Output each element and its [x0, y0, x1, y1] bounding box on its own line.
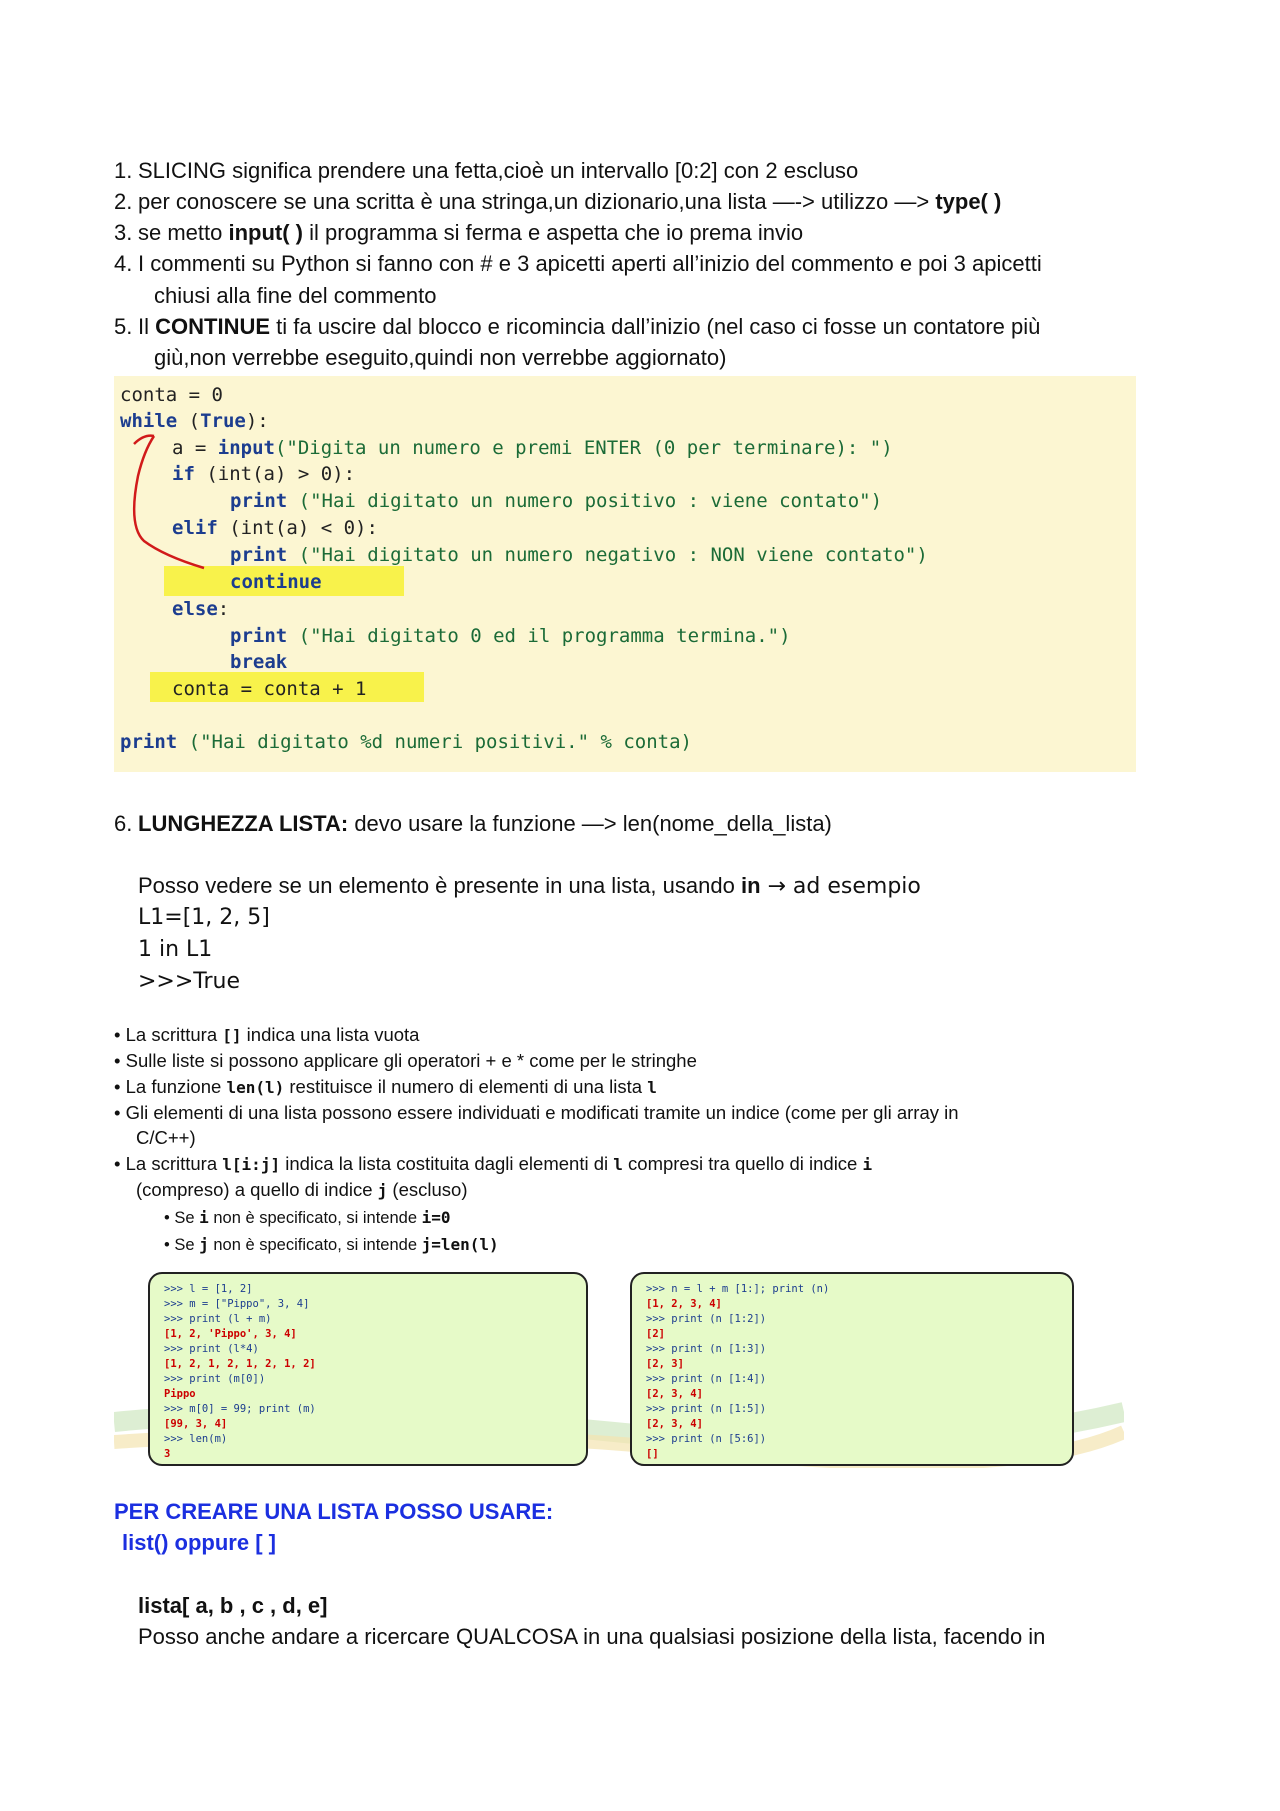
slide-bullet-1: • La scrittura [] indica una lista vuota [114, 1024, 420, 1045]
code-line-12: conta = conta + 1 [172, 678, 367, 700]
box-code-line: [2] [646, 1328, 665, 1340]
left-code-box [148, 1272, 588, 1466]
slide-bullet-4: • Gli elementi di una lista possono essere individuati e modificati tramite un indice (come per gli array in [114, 1102, 959, 1123]
box-code-line: >>> n = l + m [1:]; print (n) [646, 1283, 830, 1295]
lista-example: lista[ a, b , c , d, e] [138, 1593, 328, 1618]
list-item-4: 4. I commenti su Python si fanno con # e 3 apicetti aperti all’inizio del commento e poi 3 apicetti [114, 251, 1042, 276]
slide-subbullet-1: • Se i non è specificato, si intende i=0 [164, 1208, 451, 1227]
code-line-13: print ("Hai digitato %d numeri positivi." % conta) [120, 731, 692, 753]
code-line-7: print ("Hai digitato un numero negativo : NON viene contato") [230, 544, 928, 566]
right-code-box [630, 1272, 1074, 1466]
box-code-line: >>> print (l*4) [164, 1343, 259, 1355]
list-item-5-cont: giù,non verrebbe eseguito,quindi non verrebbe aggiornato) [154, 345, 727, 370]
code-line-8: continue [230, 571, 322, 593]
box-code-line: [2, 3, 4] [646, 1418, 703, 1430]
code-line-11: break [230, 651, 288, 673]
slide-image [114, 1022, 1124, 1468]
code-block [114, 376, 1136, 772]
list-item-3: 3. se metto input( ) il programma si ferma e aspetta che io prema invio [114, 220, 804, 245]
box-code-line: [1, 2, 'Pippo', 3, 4] [164, 1328, 297, 1340]
slide-subbullet-2: • Se j non è specificato, si intende j=len(l) [164, 1235, 499, 1254]
box-code-line: [1, 2, 3, 4] [646, 1298, 722, 1310]
code-line-5: print ("Hai digitato un numero positivo : viene contato") [230, 490, 883, 512]
box-code-line: Pippo [164, 1388, 196, 1400]
box-code-line: >>> m[0] = 99; print (m) [164, 1403, 316, 1415]
example-intro: Posso vedere se un elemento è presente in una lista, usando in → ad esempio [138, 873, 921, 899]
slide-bullet-2: • Sulle liste si possono applicare gli operatori + e * come per le stringhe [114, 1050, 697, 1071]
create-heading: PER CREARE UNA LISTA POSSO USARE: [114, 1499, 554, 1524]
box-code-line: >>> print (n [1:4]) [646, 1373, 767, 1385]
box-code-line: [2, 3, 4] [646, 1388, 703, 1400]
box-code-line: >>> print (n [5:6]) [646, 1433, 767, 1445]
example-line-2: 1 in L1 [138, 937, 213, 962]
code-line-10: print ("Hai digitato 0 ed il programma termina.") [230, 625, 791, 647]
code-line-1: conta = 0 [120, 384, 223, 406]
box-code-line: [] [646, 1448, 659, 1460]
box-code-line: >>> l = [1, 2] [164, 1283, 253, 1295]
code-line-6: elif (int(a) < 0): [172, 517, 378, 539]
code-line-2: while (True): [120, 410, 269, 432]
create-sub: list() oppure [ ] [122, 1530, 276, 1555]
list-item-1: 1. SLICING significa prendere una fetta,cioè un intervallo [0:2] con 2 escluso [114, 158, 859, 183]
box-code-line: >>> print (l + m) [164, 1313, 272, 1325]
box-code-line: >>> m = ["Pippo", 3, 4] [164, 1298, 310, 1310]
list-item-5: 5. Il CONTINUE ti fa uscire dal blocco e ricomincia dall’inizio (nel caso ci fosse un contatore più [114, 314, 1041, 339]
box-code-line: >>> print (m[0]) [164, 1373, 266, 1385]
code-line-4: if (int(a) > 0): [172, 463, 356, 485]
box-code-line: >>> print (n [1:5]) [646, 1403, 767, 1415]
example-line-1: L1=[1, 2, 5] [138, 905, 270, 930]
box-code-line: [2, 3] [646, 1358, 684, 1370]
example-line-3: >>>True [138, 969, 241, 994]
list-item-2: 2. per conoscere se una scritta è una stringa,un dizionario,una lista —-> utilizzo —> type( ) [114, 189, 1002, 214]
list-item-4-cont: chiusi alla fine del commento [154, 283, 437, 308]
code-line-9: else: [172, 598, 230, 620]
box-code-line: [1, 2, 1, 2, 1, 2, 1, 2] [164, 1358, 316, 1370]
slide-bullet-3: • La funzione len(l) restituisce il numero di elementi di una lista l [114, 1076, 657, 1097]
box-code-line: 3 [164, 1448, 171, 1460]
box-code-line: >>> len(m) [164, 1433, 228, 1445]
box-code-line: [99, 3, 4] [164, 1418, 228, 1430]
last-line: Posso anche andare a ricercare QUALCOSA in una qualsiasi posizione della lista, facendo in [138, 1624, 1046, 1649]
box-code-line: >>> print (n [1:2]) [646, 1313, 767, 1325]
list-item-6: 6. LUNGHEZZA LISTA: devo usare la funzione —> len(nome_della_lista) [114, 811, 832, 836]
slide-bullet-5: • La scrittura l[i:j] indica la lista costituita dagli elementi di l compresi tra quello di indice i [114, 1153, 873, 1174]
slide-bullet-4-cont: C/C++) [136, 1127, 196, 1148]
code-line-3: a = input("Digita un numero e premi ENTER (0 per terminare): ") [172, 437, 893, 459]
slide-bullet-5-cont: (compreso) a quello di indice j (escluso) [136, 1179, 468, 1200]
box-code-line: >>> print (n [1:3]) [646, 1343, 767, 1355]
